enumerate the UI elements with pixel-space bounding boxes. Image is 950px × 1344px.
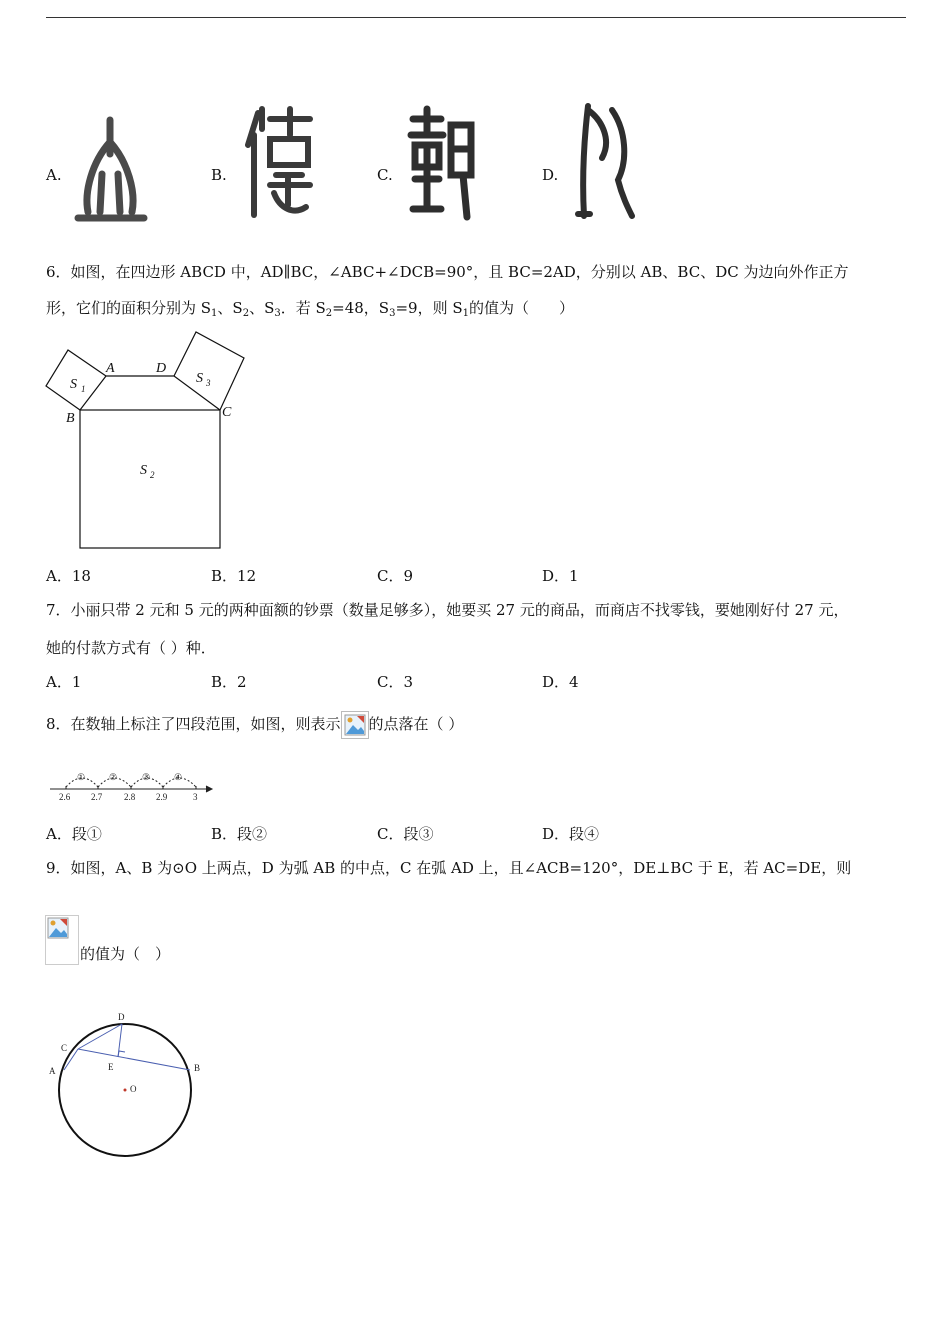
q6-option-d: D．1 [542,567,579,585]
q9-line1: 9．如图，A、B 为⊙O 上两点，D 为弧 AB 的中点，C 在弧 AD 上，且∠ACB=120°，DE⊥BC 于 E，若 AC=DE，则 [46,859,852,877]
q7-option-b: B．2 [211,673,247,691]
q7-line2: 她的付款方式有（ ）种． [46,639,216,657]
q8-option-d: D．段④ [542,825,600,843]
header-rule [46,17,906,18]
q8-line: 8．在数轴上标注了四段范围，如图，则表示 的点落在（ ） [46,708,463,740]
q9-line2: 的值为（ ） [80,945,171,963]
q8-option-a: A．段① [46,825,102,843]
label-c: C [61,1043,68,1053]
seal-character-d-image [572,100,640,222]
q9-circle-figure [44,1008,212,1164]
q8-option-b: B．段② [211,825,268,843]
label-a: A [49,1066,56,1076]
segment-4-label: ④ [174,772,183,782]
label-s3-sub: 3 [206,378,211,388]
q5-option-a-label: A. [46,166,62,184]
broken-image-icon [341,711,369,739]
q6-line2: 形，它们的面积分别为 $S_1$、$S_2$、$S_3$．若 $S_2=48$，$S_3=9$，则 $S_1$的值为（ ） [46,299,575,319]
label-s1-sub: 1 [81,384,86,394]
q8-option-c: C．段③ [377,825,434,843]
label-o: O [130,1084,137,1094]
q6-line1: 6．如图，在四边形 ABCD 中，AD∥BC，∠ABC+∠DCB=90°，且 BC=2AD，分别以 AB、BC、DC 为边向外作正方 [46,263,849,281]
label-b: B [194,1063,201,1073]
tick-label: 2.7 [91,792,103,802]
label-s2-sub: 2 [150,470,155,480]
segment-3-label: ③ [142,772,151,782]
q6-option-b: B．12 [211,567,257,585]
label-s3: S [196,371,203,386]
segment-1-label: ① [77,772,86,782]
q7-line1: 7．小丽只带 2 元和 5 元的两种面额的钞票（数量足够多），她要买 27 元的商品，而商店不找零钱，要她刚好付 27 元， [46,601,849,619]
q7-option-d: D．4 [542,673,579,691]
q5-option-b-label: B. [211,166,227,184]
q6-option-a: A．18 [46,567,91,585]
q7-option-c: C．3 [377,673,414,691]
q7-option-a: A．1 [46,673,82,691]
seal-character-c-image [405,105,477,223]
q5-option-d-label: D. [542,166,559,184]
tick-label: 2.9 [156,792,168,802]
square-s3 [174,332,244,410]
label-s1: S [70,377,77,392]
q6-option-c: C．9 [377,567,414,585]
label-e: E [108,1062,114,1072]
segment-2-label: ② [109,772,118,782]
label-d: D [118,1012,125,1022]
q8-number-line [46,765,218,805]
label-a: A [106,361,115,376]
label-b: B [66,411,75,426]
seal-character-b-image [240,105,318,225]
broken-image-icon [45,915,79,965]
tick-label: 2.8 [124,792,136,802]
q6-figure [44,328,254,556]
seal-character-a-image [72,112,152,230]
tick-label: 3 [193,792,198,802]
q5-option-c-label: C. [377,166,393,184]
label-s2: S [140,463,147,478]
tick-label: 2.6 [59,792,71,802]
label-c: C [222,405,232,420]
label-d: D [156,361,167,376]
